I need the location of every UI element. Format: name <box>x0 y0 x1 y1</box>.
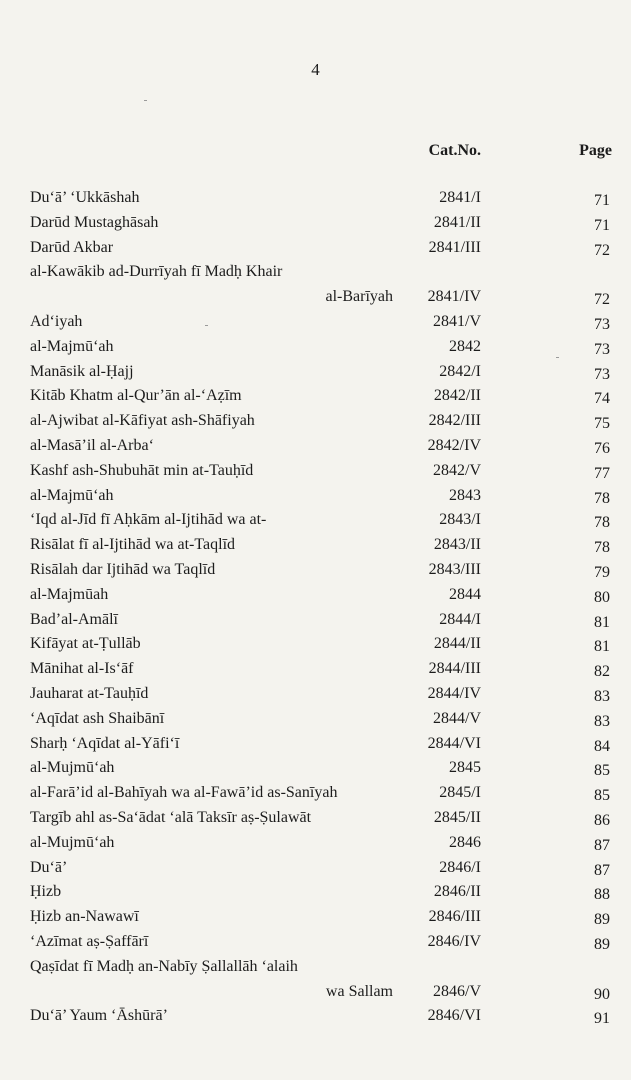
entry-row <box>0 930 631 955</box>
entry-row <box>0 632 631 657</box>
entry-row <box>0 905 631 930</box>
entry-cat-no: 2841/IV <box>427 288 481 306</box>
entry-row <box>0 508 631 533</box>
entry-page: 78 <box>594 489 610 507</box>
entry-list <box>0 186 631 1029</box>
entry-page: 71 <box>594 192 610 209</box>
entry-title: Kashf ash-Shubuhāt min at-Tauḥīd <box>30 461 254 479</box>
entry-row <box>0 310 631 335</box>
entry-page: 81 <box>594 613 610 631</box>
entry-row <box>0 533 631 558</box>
entry-title: Kitāb Khatm al-Qur’ān al-‘Aẓīm <box>30 387 242 405</box>
entry-title: al-Barīyah <box>325 288 393 306</box>
entry-page: 89 <box>594 935 610 953</box>
entry-cat-no: 2842/II <box>433 387 481 405</box>
entry-row <box>0 459 631 484</box>
entry-title: al-Kawākib ad-Durrīyah fī Madḥ Khair <box>30 263 283 281</box>
entry-row <box>0 335 631 360</box>
entry-row <box>0 260 631 285</box>
entry-page: 79 <box>594 563 610 581</box>
entry-title: wa Sallam <box>325 982 393 1000</box>
entry-title: al-Ajwibat al-Kāfiyat ash-Shāfiyah <box>30 412 255 430</box>
entry-cat-no: 2843/III <box>428 560 481 578</box>
entry-page: 85 <box>594 787 610 805</box>
entry-cat-no: 2841/II <box>433 213 481 231</box>
entry-row <box>0 955 631 980</box>
entry-row <box>0 806 631 831</box>
entry-title: Bad’al-Amālī <box>30 610 118 628</box>
entry-title: Targīb ahl as-Sa‘ādat ‘alā Taksīr aṣ-Ṣulawāt <box>30 808 312 826</box>
entry-page: 84 <box>594 737 610 755</box>
entry-cat-no: 2844/III <box>428 660 481 678</box>
entry-cat-no: 2843 <box>449 486 481 504</box>
entry-row <box>0 657 631 682</box>
entry-row <box>0 434 631 459</box>
entry-row <box>0 707 631 732</box>
entry-title: al-Farā’id al-Bahīyah wa al-Fawā’id as-Sanīyah <box>30 784 338 802</box>
entry-page: 72 <box>594 241 610 259</box>
entry-cat-no: 2842/I <box>439 362 481 380</box>
entry-row <box>0 360 631 385</box>
entry-page: 85 <box>594 762 610 780</box>
entry-cat-no: 2846/IV <box>427 932 481 950</box>
entry-title: Risālat fī al-Ijtihād wa at-Taqlīd <box>30 536 236 554</box>
entry-row <box>0 583 631 608</box>
entry-page: 90 <box>594 985 610 1003</box>
entry-row <box>0 781 631 806</box>
entry-page: 78 <box>594 539 610 557</box>
entry-page: 72 <box>594 291 610 309</box>
entry-cat-no: 2841/V <box>433 312 481 330</box>
entry-title: ‘Iqd al-Jīd fī Aḥkām al-Ijtihād wa at- <box>30 511 267 529</box>
entry-page: 82 <box>594 663 610 681</box>
entry-title: Mānihat al-Is‘āf <box>30 660 134 678</box>
entry-row <box>0 1004 631 1029</box>
entry-title: Du‘ā’ ‘Ukkāshah <box>30 189 140 206</box>
entry-cat-no: 2845/I <box>439 784 481 802</box>
entry-page: 77 <box>594 464 610 482</box>
entry-page: 89 <box>594 911 610 929</box>
entry-title: Darūd Mustaghāsah <box>30 213 159 231</box>
entry-cat-no: 2846/VI <box>427 1007 481 1025</box>
entry-title: Darūd Akbar <box>30 238 114 256</box>
page-header: Page <box>579 142 612 159</box>
entry-cat-no: 2844 <box>449 585 481 603</box>
entry-title: Risālah dar Ijtihād wa Taqlīd <box>30 560 216 578</box>
entry-cat-no: 2841/III <box>428 238 481 256</box>
entry-title: Du‘ā’ Yaum ‘Āshūrā’ <box>30 1007 168 1025</box>
entry-title: al-Mujmū‘ah <box>30 833 115 851</box>
entry-row <box>0 880 631 905</box>
entry-title: Ad‘iyah <box>30 312 83 330</box>
entry-title: al-Majmū‘ah <box>30 486 114 504</box>
cat-no-header: Cat.No. <box>428 142 481 159</box>
entry-page: 73 <box>594 315 610 333</box>
column-header <box>0 142 631 164</box>
entry-row-continuation <box>0 980 631 1005</box>
entry-title: Qaṣīdat fī Madḥ an-Nabīy Ṣallallāh ‘alaih <box>30 957 298 975</box>
entry-cat-no: 2842/III <box>428 412 481 430</box>
entry-row <box>0 211 631 236</box>
entry-page: 73 <box>594 365 610 383</box>
entry-page: 74 <box>594 390 610 408</box>
entry-title: Ḥizb <box>30 883 62 901</box>
entry-page: 71 <box>594 216 610 234</box>
entry-page: 87 <box>594 861 610 879</box>
entry-title: Kifāyat at-Ṭullāb <box>30 635 141 653</box>
entry-page: 86 <box>594 811 610 829</box>
entry-cat-no: 2842/IV <box>427 436 481 454</box>
entry-title: Manāsik al-Ḥajj <box>30 362 134 380</box>
entry-cat-no: 2845/II <box>433 808 481 826</box>
entry-title: al-Mujmū‘ah <box>30 759 115 777</box>
entry-cat-no: 2844/II <box>433 635 481 653</box>
entry-page: 76 <box>594 439 610 457</box>
entry-cat-no: 2844/VI <box>427 734 481 752</box>
entry-page: 78 <box>594 514 610 532</box>
entry-title: al-Masā’il al-Arba‘ <box>30 436 154 454</box>
entry-cat-no: 2844/I <box>439 610 481 628</box>
entry-cat-no: 2846 <box>449 833 481 851</box>
entry-page: 75 <box>594 415 610 433</box>
entry-page: 87 <box>594 836 610 854</box>
entry-cat-no: 2846/I <box>439 858 481 876</box>
entry-cat-no: 2843/II <box>433 536 481 554</box>
paper-speck <box>205 325 208 326</box>
entry-row <box>0 856 631 881</box>
entry-row <box>0 608 631 633</box>
entry-row <box>0 236 631 261</box>
entry-title: al-Majmū‘ah <box>30 337 114 355</box>
entry-page: 83 <box>594 687 610 705</box>
entry-title: al-Majmūah <box>30 585 109 603</box>
entry-row <box>0 186 631 211</box>
entry-cat-no: 2844/V <box>433 709 481 727</box>
entry-row <box>0 558 631 583</box>
entry-title: Jauharat at-Tauḥīd <box>30 684 149 702</box>
entry-cat-no: 2845 <box>449 759 481 777</box>
entry-row <box>0 831 631 856</box>
entry-title: Ḥizb an-Nawawī <box>30 908 139 926</box>
entry-page: 83 <box>594 712 610 730</box>
entry-title: Sharḥ ‘Aqīdat al-Yāfi‘ī <box>30 734 180 752</box>
entry-page: 88 <box>594 886 610 904</box>
entry-cat-no: 2842 <box>449 337 481 355</box>
entry-row <box>0 384 631 409</box>
entry-row <box>0 484 631 509</box>
paper-speck <box>144 100 147 101</box>
entry-row-continuation <box>0 285 631 310</box>
entry-cat-no: 2846/V <box>433 982 481 1000</box>
entry-row <box>0 756 631 781</box>
entry-cat-no: 2844/IV <box>427 684 481 702</box>
entry-cat-no: 2842/V <box>433 461 481 479</box>
entry-row <box>0 409 631 434</box>
entry-title: ‘Aqīdat ash Shaibānī <box>30 709 165 727</box>
entry-cat-no: 2846/II <box>433 883 481 901</box>
entry-cat-no: 2843/I <box>439 511 481 529</box>
entry-title: ‘Azīmat aṣ-Ṣaffārī <box>30 932 149 950</box>
entry-cat-no: 2846/III <box>428 908 481 926</box>
paper-speck <box>556 357 559 358</box>
entry-title: Du‘ā’ <box>30 858 68 876</box>
page-number: 4 <box>311 60 320 79</box>
entry-page: 81 <box>594 638 610 656</box>
entry-page: 80 <box>594 588 610 606</box>
entry-row <box>0 682 631 707</box>
entry-page: 91 <box>594 1010 610 1028</box>
entry-cat-no: 2841/I <box>439 189 481 206</box>
entry-page: 73 <box>594 340 610 358</box>
entry-row <box>0 732 631 757</box>
